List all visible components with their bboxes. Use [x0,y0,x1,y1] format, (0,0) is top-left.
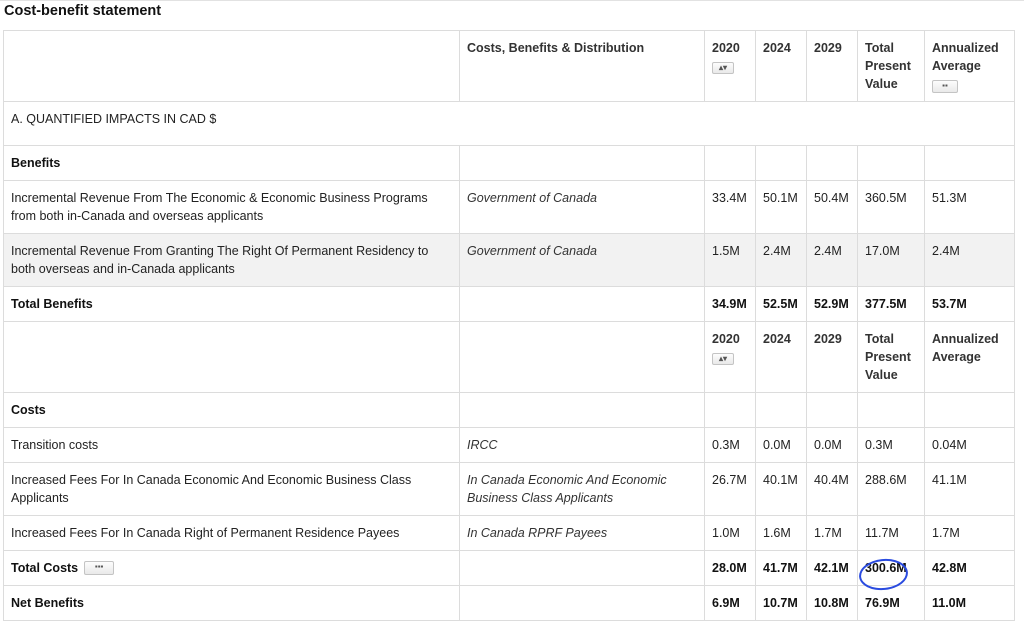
total-value-2024: 41.7M [756,551,807,586]
empty-cell [807,146,858,181]
header-row-repeat [4,322,1015,393]
total-benefits-label: Total Benefits [4,287,460,322]
top-border [0,0,1024,1]
value-average: 0.04M [925,428,1015,463]
value-2020: 26.7M [705,463,756,516]
avg-line-2: Average [932,59,981,73]
empty-cell [705,146,756,181]
header-year-2020 [705,31,756,102]
empty-cell [705,393,756,428]
net-value-2020: 6.9M [705,586,756,621]
header-year-label: 2020 [712,332,740,346]
cost-description [4,463,460,516]
empty-cell [460,393,705,428]
cost-description: Increased Fees For In Canada Right of Permanent Residence Payees [4,516,460,551]
tpv-line-2: Present [865,59,911,73]
cost-distribution: In Canada RPRF Payees [460,516,705,551]
value-average: 41.1M [925,463,1015,516]
avg-line-1: Annualized [932,332,999,346]
header-total-present-value [858,31,925,102]
net-benefits-label: Net Benefits [4,586,460,621]
benefit-description [4,234,460,287]
cost-benefit-table [3,30,1015,621]
value-tpv: 0.3M [858,428,925,463]
net-value-2029: 10.8M [807,586,858,621]
costs-heading-row [4,393,1015,428]
total-costs-cell [4,551,460,586]
total-value-2029: 42.1M [807,551,858,586]
tpv-line-1: Total [865,332,894,346]
value-tpv: 17.0M [858,234,925,287]
value-2029: 0.0M [807,428,858,463]
header-year-2020 [705,322,756,393]
total-value-tpv: 300.6M [858,551,925,586]
average-toggle-button[interactable]: ▪▪ [932,80,958,93]
costs-label: Costs [4,393,460,428]
value-2024: 1.6M [756,516,807,551]
desc-line: Incremental Revenue From The Economic & Economic Business Programs [11,191,428,205]
total-value-average: 53.7M [925,287,1015,322]
total-value-2020: 28.0M [705,551,756,586]
value-tpv: 288.6M [858,463,925,516]
value-2024: 50.1M [756,181,807,234]
benefits-heading-row [4,146,1015,181]
benefits-label: Benefits [4,146,460,181]
net-value-2024: 10.7M [756,586,807,621]
value-2029: 50.4M [807,181,858,234]
benefit-description [4,181,460,234]
expand-costs-button[interactable]: ▪▪▪ [84,561,114,575]
header-distribution: Costs, Benefits & Distribution [460,31,705,102]
empty-cell [858,393,925,428]
total-value-2024: 52.5M [756,287,807,322]
header-total-present-value [858,322,925,393]
total-value-average: 42.8M [925,551,1015,586]
benefit-distribution: Government of Canada [460,234,705,287]
benefit-distribution: Government of Canada [460,181,705,234]
desc-line: Increased Fees For In Canada Economic And Economic Business Class [11,473,412,487]
value-2024: 40.1M [756,463,807,516]
tpv-line-3: Value [865,368,898,382]
value-average: 2.4M [925,234,1015,287]
net-benefits-row [4,586,1015,621]
dist-line: In Canada Economic And Economic [467,473,667,487]
header-annualized-average [925,31,1015,102]
desc-line: Applicants [11,491,69,505]
total-benefits-row [4,287,1015,322]
desc-line: from both in-Canada and overseas applicants [11,209,264,223]
value-tpv: 360.5M [858,181,925,234]
value-2029: 40.4M [807,463,858,516]
total-value-2029: 52.9M [807,287,858,322]
empty-cell [807,393,858,428]
value-2020: 1.0M [705,516,756,551]
value-2024: 2.4M [756,234,807,287]
value-2029: 2.4M [807,234,858,287]
avg-line-1: Annualized [932,41,999,55]
page-title: Cost-benefit statement [4,3,162,19]
empty-cell [460,551,705,586]
header-empty [460,322,705,393]
header-year-label: 2020 [712,41,740,55]
header-year-2024: 2024 [756,322,807,393]
header-year-2029: 2029 [807,322,858,393]
header-empty [4,31,460,102]
header-year-2024: 2024 [756,31,807,102]
sort-button-2020[interactable]: ▴▾ [712,62,734,74]
value-average: 51.3M [925,181,1015,234]
header-year-2029: 2029 [807,31,858,102]
cost-row [4,463,1015,516]
empty-cell [460,287,705,322]
value-2020: 33.4M [705,181,756,234]
avg-line-2: Average [932,350,981,364]
tpv-line-3: Value [865,77,898,91]
empty-cell [858,146,925,181]
empty-cell [756,393,807,428]
cost-distribution: IRCC [460,428,705,463]
value-2020: 0.3M [705,428,756,463]
header-annualized-average [925,322,1015,393]
benefit-row [4,234,1015,287]
empty-cell [925,146,1015,181]
sort-button-2020[interactable]: ▴▾ [712,353,734,365]
empty-cell [460,146,705,181]
desc-line: Incremental Revenue From Granting The Right Of Permanent Residency to [11,244,429,258]
empty-cell [460,586,705,621]
empty-cell [925,393,1015,428]
tpv-line-1: Total [865,41,894,55]
net-value-tpv: 76.9M [858,586,925,621]
section-row [4,102,1015,146]
value-2024: 0.0M [756,428,807,463]
header-empty [4,322,460,393]
desc-line: both overseas and in-Canada applicants [11,262,235,276]
total-costs-label: Total Costs [11,561,79,575]
cost-distribution [460,463,705,516]
benefit-row [4,181,1015,234]
cost-row [4,516,1015,551]
value-average: 1.7M [925,516,1015,551]
section-label: A. QUANTIFIED IMPACTS IN CAD $ [4,102,1015,146]
value-2029: 1.7M [807,516,858,551]
net-value-average: 11.0M [925,586,1015,621]
value-2020: 1.5M [705,234,756,287]
header-row [4,31,1015,102]
dist-line: Business Class Applicants [467,491,614,505]
cost-description: Transition costs [4,428,460,463]
total-value-2020: 34.9M [705,287,756,322]
total-value-tpv: 377.5M [858,287,925,322]
empty-cell [756,146,807,181]
tpv-line-2: Present [865,350,911,364]
value-tpv: 11.7M [858,516,925,551]
cost-row [4,428,1015,463]
